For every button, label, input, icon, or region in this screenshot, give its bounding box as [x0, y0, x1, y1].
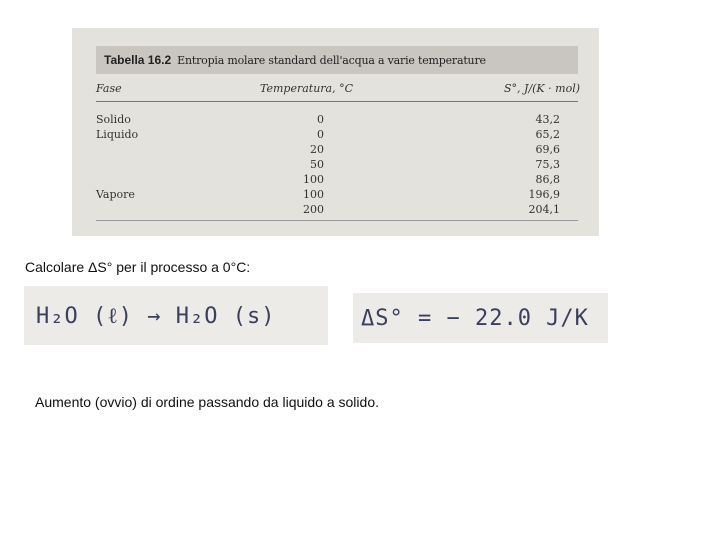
row-temp: 20 — [310, 143, 324, 156]
row-entropy: 204,1 — [528, 203, 560, 216]
header-entropy: S°, J/(K · mol) — [504, 82, 581, 95]
handwritten-result — [353, 293, 608, 343]
row-entropy: 75,3 — [535, 158, 560, 171]
row-temp: 100 — [303, 173, 324, 186]
header-temperature: Temperatura, °C — [260, 82, 354, 95]
row-phase: Solido — [96, 113, 131, 126]
row-entropy: 196,9 — [528, 188, 560, 201]
row-temp: 100 — [303, 188, 324, 201]
conclusion-text: Aumento (ovvio) di ordine passando da liquido a solido. — [35, 394, 379, 410]
table-title-bar — [96, 46, 578, 74]
row-temp: 200 — [303, 203, 324, 216]
table-title: Entropia molare standard dell'acqua a varie temperature — [177, 53, 486, 67]
reaction-text: H₂O (ℓ) → H₂O (s) — [36, 303, 276, 329]
row-temp: 0 — [317, 113, 324, 126]
row-entropy: 86,8 — [535, 173, 560, 186]
row-phase: Liquido — [96, 128, 139, 141]
row-phase: Vapore — [96, 188, 135, 201]
row-entropy: 69,6 — [535, 143, 560, 156]
header-phase: Fase — [96, 82, 122, 95]
row-temp: 50 — [310, 158, 324, 171]
row-temp: 0 — [317, 128, 324, 141]
row-entropy: 65,2 — [535, 128, 560, 141]
entropy-table-image — [72, 28, 599, 236]
problem-prompt: Calcolare ΔS° per il processo a 0°C: — [25, 259, 251, 275]
result-text: ΔS° = − 22.0 J/K — [361, 305, 589, 331]
bottom-rule — [96, 220, 578, 221]
header-rule — [96, 101, 578, 102]
table-number: Tabella 16.2 — [104, 53, 172, 67]
handwritten-reaction — [24, 286, 328, 345]
row-entropy: 43,2 — [535, 113, 560, 126]
